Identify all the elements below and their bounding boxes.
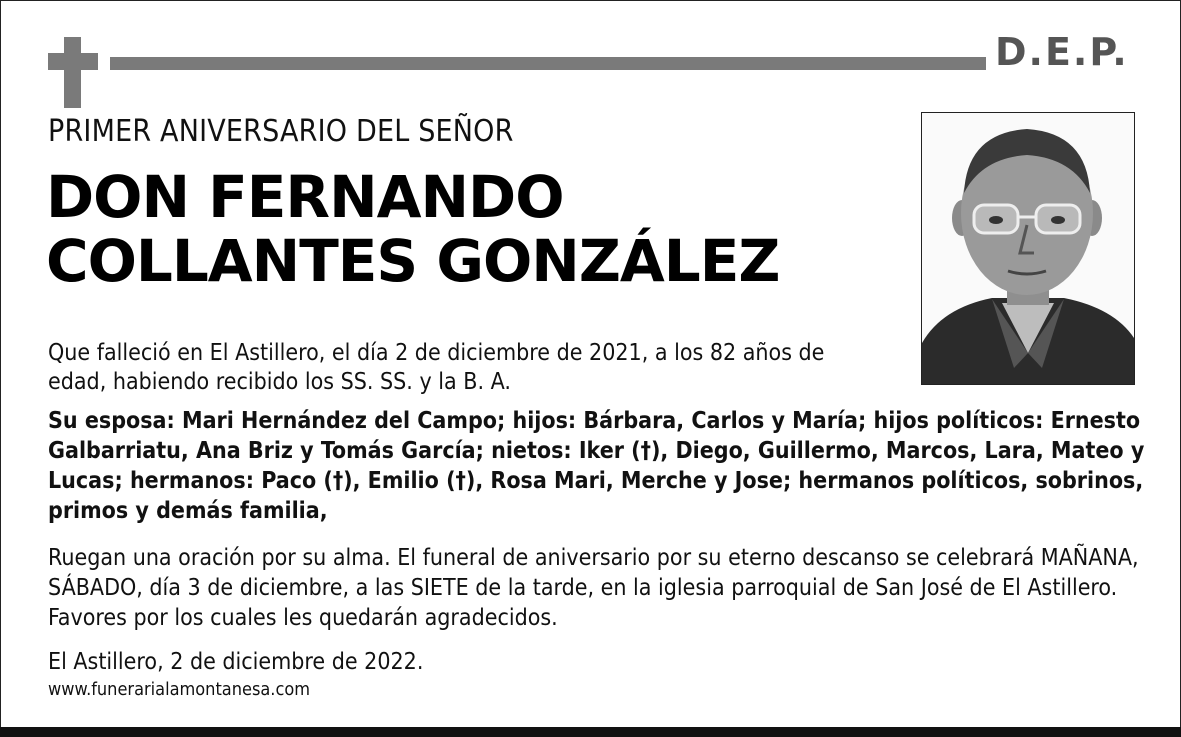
deceased-name-line2: COLLANTES GONZÁLEZ: [46, 227, 780, 295]
funeral-request: Ruegan una oración por su alma. El funeral de aniversario por su eterno descanso se celebrará MAÑANA, SÁBADO, día 3 de diciembre, a las SIETE de la tarde, en la iglesia parroquial de San José de El Astillero. Favores por los cuales les quedarán agradecidos.: [48, 545, 1139, 631]
family-list: Su esposa: Mari Hernández del Campo; hijos: Bárbara, Carlos y María; hijos políticos: Ernesto Galbarriatu, Ana Briz y Tomás García; nietos: Iker (†), Diego, Guillermo, Marcos, Lara, Mateo y Lucas; hermanos: Paco (†), Emilio (†), Rosa Mari, Merche y Jose; hermanos políticos, sobrinos, primos y demás familia,: [48, 408, 1145, 524]
deceased-name: [46, 165, 779, 293]
cross-icon: [64, 37, 81, 108]
bottom-border: [0, 727, 1181, 737]
header-rule: [110, 57, 986, 70]
notice-subtitle: PRIMER ANIVERSARIO DEL SEÑOR: [48, 114, 514, 149]
deceased-name-line1: DON FERNANDO: [46, 163, 564, 231]
website-link[interactable]: www.funerarialamontanesa.com: [48, 679, 311, 700]
death-details: Que falleció en El Astillero, el día 2 de diciembre de 2021, a los 82 años de edad, habiendo recibido los SS. SS. y la B. A.: [48, 340, 825, 395]
place-date: El Astillero, 2 de diciembre de 2022.: [48, 649, 424, 675]
dep-label: D.E.P.: [995, 30, 1129, 74]
portrait-photo: [921, 112, 1135, 385]
cross-icon-bar: [48, 53, 98, 70]
